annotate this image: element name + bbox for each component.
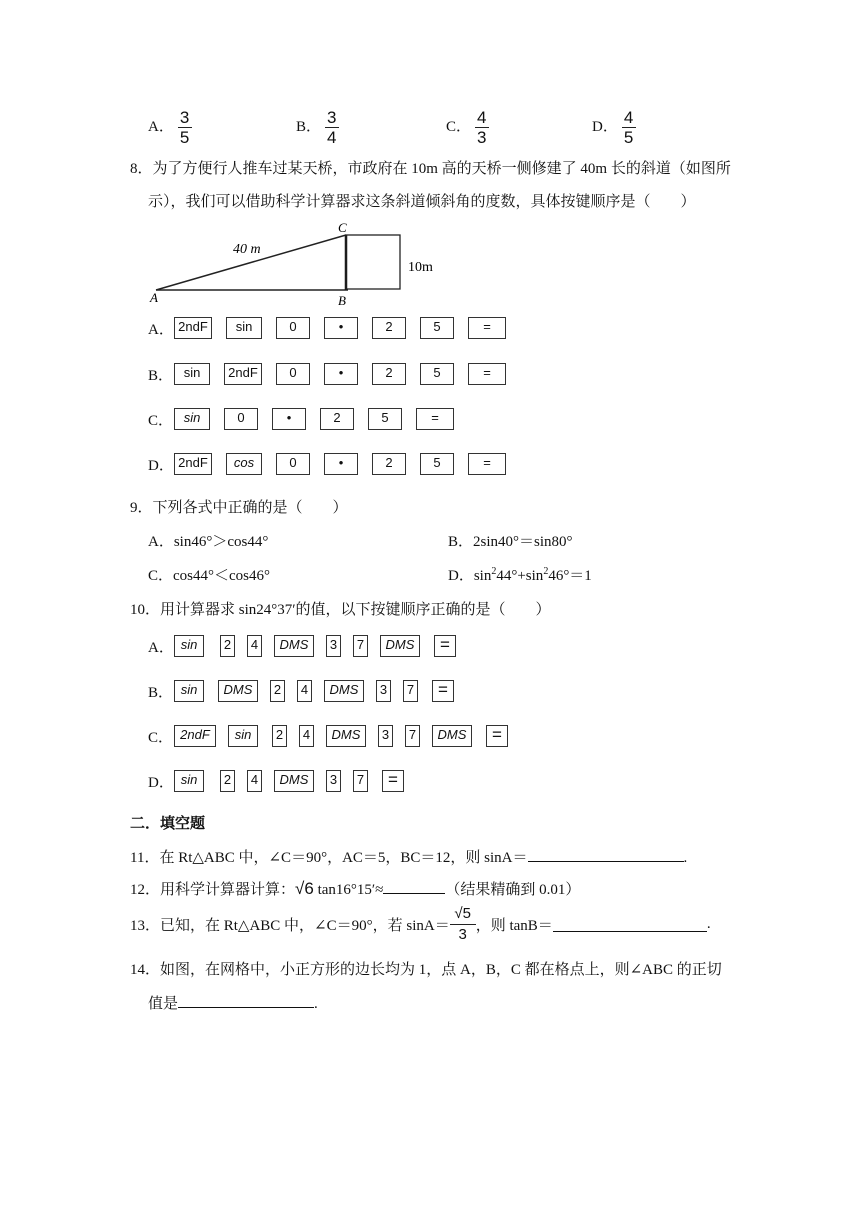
fraction-bar	[450, 924, 476, 925]
point-c-label: C	[338, 220, 347, 235]
option-label: D．	[592, 118, 618, 135]
key-cos: cos	[226, 453, 262, 475]
key-5: 5	[368, 408, 402, 430]
q12	[130, 878, 580, 899]
numerator: 3	[327, 108, 337, 127]
key-7: 7	[405, 725, 420, 747]
key-sin: sin	[226, 317, 262, 339]
key-sin: sin	[174, 408, 210, 430]
q13	[130, 905, 711, 944]
key-dot: •	[324, 453, 358, 475]
key-2: 2	[372, 317, 406, 339]
q8-option-a	[148, 316, 520, 340]
q9-option-b: B．2sin40°＝sin80°	[448, 534, 573, 550]
denominator: 5	[179, 128, 190, 147]
point-b-label: B	[338, 293, 346, 308]
key-2: 2	[270, 680, 285, 702]
denominator: 3	[458, 926, 467, 943]
key-3: 3	[378, 725, 393, 747]
key-3: 3	[376, 680, 391, 702]
q8-option-b	[148, 362, 520, 386]
answer-blank[interactable]	[553, 917, 707, 932]
option-label: A．	[148, 118, 174, 135]
key-4: 4	[297, 680, 312, 702]
key-7: 7	[353, 635, 368, 657]
key-equals: =	[486, 725, 508, 747]
option-label: C．	[148, 412, 174, 429]
key-2ndf: 2ndF	[174, 453, 212, 475]
answer-blank[interactable]	[383, 879, 445, 894]
numerator: 4	[477, 108, 487, 127]
q11-text: 11．在 Rt△ABC 中，∠C＝90°，AC＝5，BC＝12，则 sinA＝	[130, 850, 528, 866]
key-dms: DMS	[274, 770, 314, 792]
key-3: 3	[326, 770, 341, 792]
key-2: 2	[320, 408, 354, 430]
superscript: 2	[543, 566, 549, 577]
option-label: B．	[148, 684, 174, 701]
key-dms: DMS	[218, 680, 258, 702]
q8-option-c	[148, 407, 468, 431]
q14-end: .	[314, 996, 318, 1012]
key-7: 7	[353, 770, 368, 792]
key-sin: sin	[174, 770, 204, 792]
fraction	[450, 905, 476, 944]
sqrt-expression: √6	[295, 879, 314, 898]
key-2: 2	[272, 725, 287, 747]
key-dms: DMS	[274, 635, 314, 657]
q11	[130, 846, 687, 867]
q9-option-d	[448, 564, 592, 585]
q12-note: （结果精确到 0.01）	[445, 882, 581, 898]
slope-label: 40 m	[233, 242, 261, 257]
q10-stem: 10．用计算器求 sin24°37′的值，以下按键顺序正确的是（ ）	[130, 602, 551, 618]
answer-blank[interactable]	[528, 847, 684, 862]
option-label: A．	[148, 639, 174, 656]
q8-option-d	[148, 452, 520, 476]
fraction	[325, 109, 339, 146]
q12-text-2: tan16°15′≈	[313, 882, 384, 898]
q14-line2	[148, 992, 318, 1013]
denominator: 3	[477, 128, 487, 147]
q9-option-a: A．sin46°＞cos44°	[148, 534, 269, 550]
key-dms: DMS	[380, 635, 420, 657]
answer-blank[interactable]	[178, 993, 314, 1008]
key-2: 2	[220, 770, 235, 792]
q13-end: .	[706, 916, 711, 932]
key-equals: =	[468, 453, 506, 475]
key-sin: sin	[174, 635, 204, 657]
q12-text: 12．用科学计算器计算：	[130, 882, 296, 898]
option-label: A．	[148, 321, 174, 338]
key-equals: =	[468, 363, 506, 385]
key-2ndf: 2ndF	[224, 363, 262, 385]
key-dms: DMS	[324, 680, 364, 702]
q8-slope-figure	[148, 218, 438, 308]
q10-option-c	[148, 724, 522, 748]
q7-option-c	[446, 109, 489, 146]
key-equals: =	[382, 770, 404, 792]
key-7: 7	[403, 680, 418, 702]
key-0: 0	[276, 317, 310, 339]
bridge-box	[346, 235, 400, 289]
key-0: 0	[276, 453, 310, 475]
option-label: C．	[446, 118, 472, 135]
key-equals: =	[468, 317, 506, 339]
key-5: 5	[420, 317, 454, 339]
key-equals: =	[432, 680, 454, 702]
q13-text: 13．已知，在 Rt△ABC 中，∠C＝90°，若 sinA＝	[130, 918, 450, 934]
q7-option-a	[148, 109, 192, 146]
key-2: 2	[372, 363, 406, 385]
key-2: 2	[220, 635, 235, 657]
q14-line1: 14．如图，在网格中，小正方形的边长均为 1，点 A，B，C 都在格点上，则∠ABC 的正切	[130, 962, 722, 978]
q10-option-b	[148, 679, 468, 703]
key-sin: sin	[174, 680, 204, 702]
q8-stem-line2: 示），我们可以借助科学计算器求这条斜道倾斜角的度数，具体按键顺序是（ ）	[148, 194, 696, 210]
key-dms: DMS	[432, 725, 472, 747]
numerator: 4	[623, 108, 634, 127]
key-0: 0	[224, 408, 258, 430]
option-label: C．	[148, 729, 174, 746]
key-equals: =	[416, 408, 454, 430]
q7-option-b	[296, 109, 339, 146]
key-4: 4	[247, 635, 262, 657]
key-dot: •	[324, 363, 358, 385]
key-4: 4	[299, 725, 314, 747]
key-sin: sin	[174, 363, 210, 385]
key-4: 4	[247, 770, 262, 792]
q10-option-a	[148, 634, 470, 658]
key-0: 0	[276, 363, 310, 385]
option-label: D．	[148, 774, 174, 791]
option-label: B．	[296, 118, 322, 135]
denominator: 4	[327, 128, 337, 147]
q7-option-d	[592, 109, 636, 146]
key-equals: =	[434, 635, 456, 657]
q11-end: .	[683, 850, 688, 866]
point-a-label: A	[150, 290, 158, 305]
q9-stem: 9．下列各式中正确的是（ ）	[130, 500, 348, 516]
fraction	[178, 109, 192, 146]
q8-stem-line1: 8．为了方便行人推车过某天桥，市政府在 10m 高的天桥一侧修建了 40m 长的斜道（如图所	[130, 161, 731, 177]
superscript: 2	[491, 566, 497, 577]
key-2ndf: 2ndF	[174, 725, 216, 747]
key-dot: •	[272, 408, 306, 430]
numerator: √5	[454, 905, 471, 922]
numerator: 3	[179, 108, 190, 127]
key-2ndf: 2ndF	[174, 317, 212, 339]
key-2: 2	[372, 453, 406, 475]
key-dms: DMS	[326, 725, 366, 747]
option-label: B．	[148, 367, 174, 384]
key-sin: sin	[228, 725, 258, 747]
height-label: 10m	[408, 260, 433, 275]
fraction	[475, 109, 489, 146]
option-text-1: D．sin	[448, 568, 492, 584]
option-text-2: 44°+sin	[496, 568, 544, 584]
option-text-3: 46°＝1	[548, 568, 592, 584]
denominator: 5	[623, 128, 634, 147]
key-dot: •	[324, 317, 358, 339]
option-label: D．	[148, 457, 174, 474]
q10-option-d	[148, 769, 418, 793]
key-5: 5	[420, 453, 454, 475]
q9-option-c: C．cos44°＜cos46°	[148, 568, 270, 584]
fraction	[622, 109, 636, 146]
section-heading: 二．填空题	[130, 815, 206, 832]
key-3: 3	[326, 635, 341, 657]
q13-text-2: ，则 tanB＝	[475, 918, 553, 934]
key-5: 5	[420, 363, 454, 385]
q14-text: 值是	[148, 996, 179, 1012]
